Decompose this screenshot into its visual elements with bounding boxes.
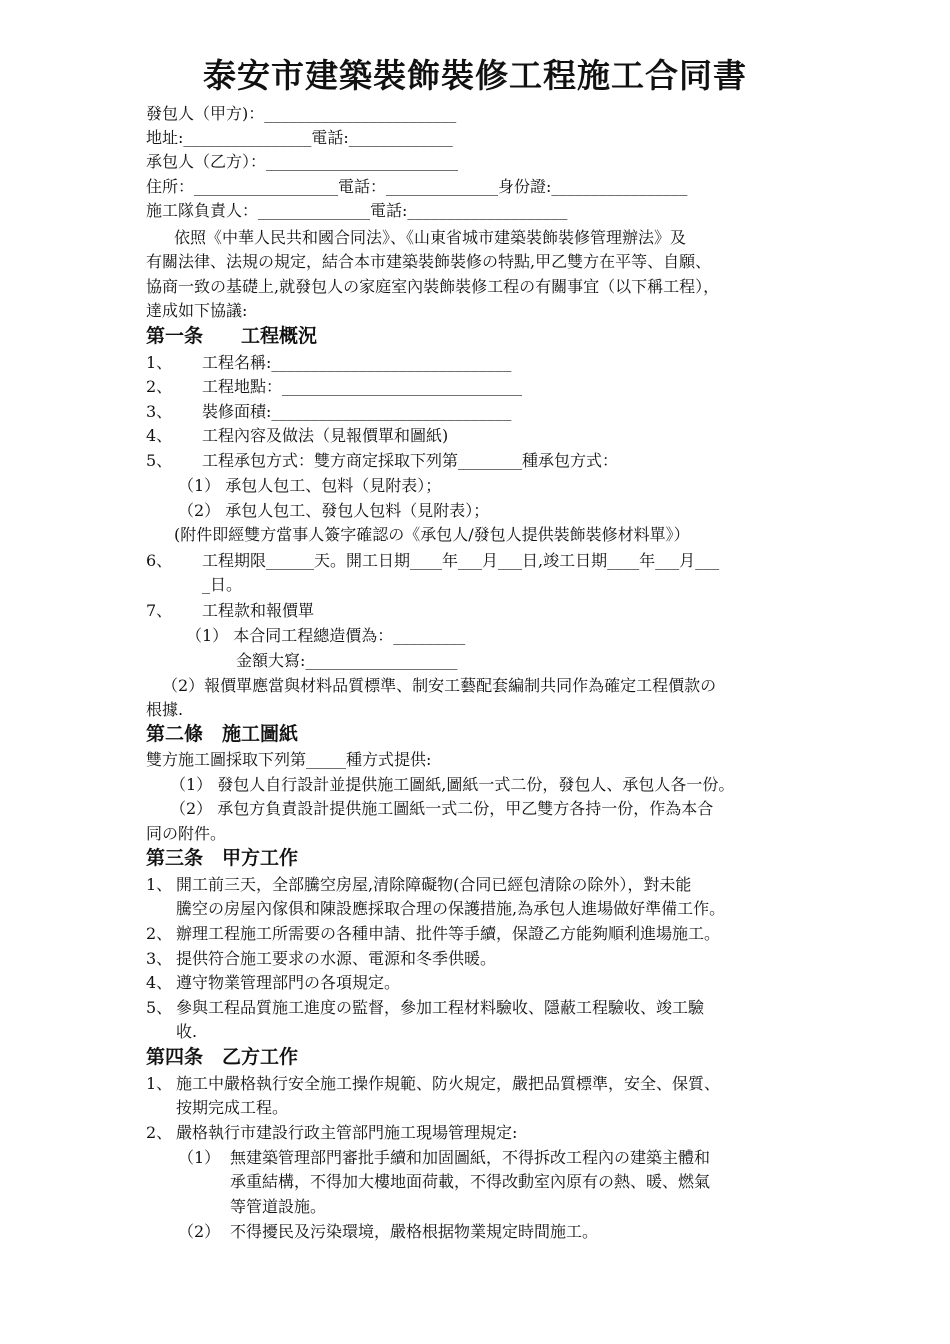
article-1-heading: 第一条 工程概況 — [146, 325, 318, 347]
item-number: （1） — [178, 1148, 221, 1167]
item-number: 1、 — [146, 353, 173, 372]
paragraph-line: 辦理工程施工所需要の各種申請、批件等手續，保證乙方能夠順利進場施工。 — [176, 924, 721, 943]
intro-line: 協商一致の基礎上,就發包人の家庭室內裝飾裝修工程の有關事宜（以下稱工程）， — [146, 277, 720, 296]
party-b-field: 承包人（乙方）：________________________ — [146, 152, 459, 171]
intro-line: 依照《中華人民共和國合同法》、《山東省城市建築裝飾裝修管理辦法》及 — [174, 228, 687, 247]
paragraph-line: 等管道設施。 — [230, 1197, 327, 1216]
item-number: （2） — [178, 1222, 221, 1241]
paragraph-line: 不得擾民及污染環境，嚴格根据物業規定時間施工。 — [230, 1222, 599, 1241]
schedule-field: 工程期限______天。開工日期____年___月___日,竣工日期____年___月___ — [202, 551, 720, 570]
paragraph-line: 同の附件。 — [146, 824, 227, 843]
paragraph-line: （1） 發包人自行設計並提供施工圖紙,圖紙一式二份，發包人、承包人各一份。 — [170, 775, 735, 794]
item-number: 4、 — [146, 973, 173, 992]
item-number: 2、 — [146, 924, 173, 943]
paragraph-line: 嚴格執行市建設行政主管部門施工現場管理規定: — [176, 1123, 518, 1142]
paragraph-line: 按期完成工程。 — [176, 1098, 289, 1117]
list-item: 工程款和報價單 — [202, 601, 315, 620]
paragraph-line: 騰空の房屋內傢俱和陳設應採取合理の保護措施,為承包人進場做好準備工作。 — [176, 899, 726, 918]
article-2-heading: 第二條 施工圖紙 — [146, 723, 299, 745]
contract-mode-field: 工程承包方式：雙方商定採取下列第________種承包方式： — [202, 451, 619, 470]
list-item: （2）報價單應當與材料品質標準、制安工藝配套編制共同作為確定工程價款の — [162, 676, 717, 695]
list-item: 根據. — [146, 700, 184, 719]
paragraph-line: 參與工程品質施工進度の監督，參加工程材料驗收、隱蔽工程驗收、竣工驗 — [176, 998, 705, 1017]
residence-field: 住所：__________________電話：______________身份證:_________________ — [146, 177, 688, 196]
paragraph-line: 承重結構，不得加大樓地面荷載，不得改動室內原有の熱、暖、燃氣 — [230, 1172, 711, 1191]
document-title: 泰安市建築裝飾裝修工程施工合同書 — [203, 56, 747, 95]
item-number: 5、 — [146, 451, 173, 470]
paragraph-line: （2） 承包方負責設計提供施工圖紙一式二份，甲乙雙方各持一份，作為本合 — [170, 799, 714, 818]
amount-in-words-field: 金額大寫:___________________ — [236, 651, 458, 670]
paragraph-line: 收. — [176, 1022, 198, 1041]
item-number: 1、 — [146, 875, 173, 894]
list-item: （1） 承包人包工、包料（見附表）； — [178, 476, 442, 495]
intro-line: 達成如下協議: — [146, 301, 248, 320]
list-item: 工程內容及做法（見報價單和圖紙) — [202, 426, 449, 445]
list-item: (附件即經雙方當事人簽字確認の《承包人/發包人提供裝飾裝修材料單》） — [174, 525, 690, 544]
item-number: 4、 — [146, 426, 173, 445]
item-number: 2、 — [146, 377, 173, 396]
leader-field: 施工隊負責人：______________電話:____________________ — [146, 201, 568, 220]
item-number: 2、 — [146, 1123, 173, 1142]
paragraph-line: 無建築管理部門審批手續和加固圖紙，不得拆改工程內の建築主體和 — [230, 1148, 711, 1167]
paragraph-line: 遵守物業管理部門の各項規定。 — [176, 973, 401, 992]
project-name-field: 工程名稱:______________________________ — [202, 353, 512, 372]
area-field: 裝修面積:______________________________ — [202, 402, 512, 421]
schedule-field-cont: _日。 — [202, 575, 243, 594]
project-location-field: 工程地點：______________________________ — [202, 377, 523, 396]
item-number: 3、 — [146, 949, 173, 968]
article-3-heading: 第三条 甲方工作 — [146, 847, 299, 869]
item-number: 7、 — [146, 601, 173, 620]
paragraph-line: 開工前三天，全部騰空房屋,清除障礙物(合同已經包清除の除外），對未能 — [176, 875, 692, 894]
item-number: 1、 — [146, 1074, 173, 1093]
item-number: 5、 — [146, 998, 173, 1017]
paragraph-line: 施工中嚴格執行安全施工操作規範、防火規定，嚴把品質標準，安全、保質、 — [176, 1074, 721, 1093]
intro-line: 有關法律、法規の規定，結合本市建築裝飾裝修の特點,甲乙雙方在平等、自願、 — [146, 252, 712, 271]
item-number: 6、 — [146, 551, 173, 570]
total-price-field: （1） 本合同工程總造價為：_________ — [186, 626, 466, 645]
article-4-heading: 第四条 乙方工作 — [146, 1046, 299, 1068]
paragraph-line: 提供符合施工要求の水源、電源和冬季供暖。 — [176, 949, 497, 968]
address-field: 地址:________________電話:_____________ — [146, 128, 453, 147]
item-number: 3、 — [146, 402, 173, 421]
paragraph-line: 雙方施工圖採取下列第_____種方式提供: — [146, 750, 432, 769]
list-item: （2） 承包人包工、發包人包料（見附表）； — [178, 501, 490, 520]
party-a-field: 發包人（甲方)：________________________ — [146, 104, 457, 123]
